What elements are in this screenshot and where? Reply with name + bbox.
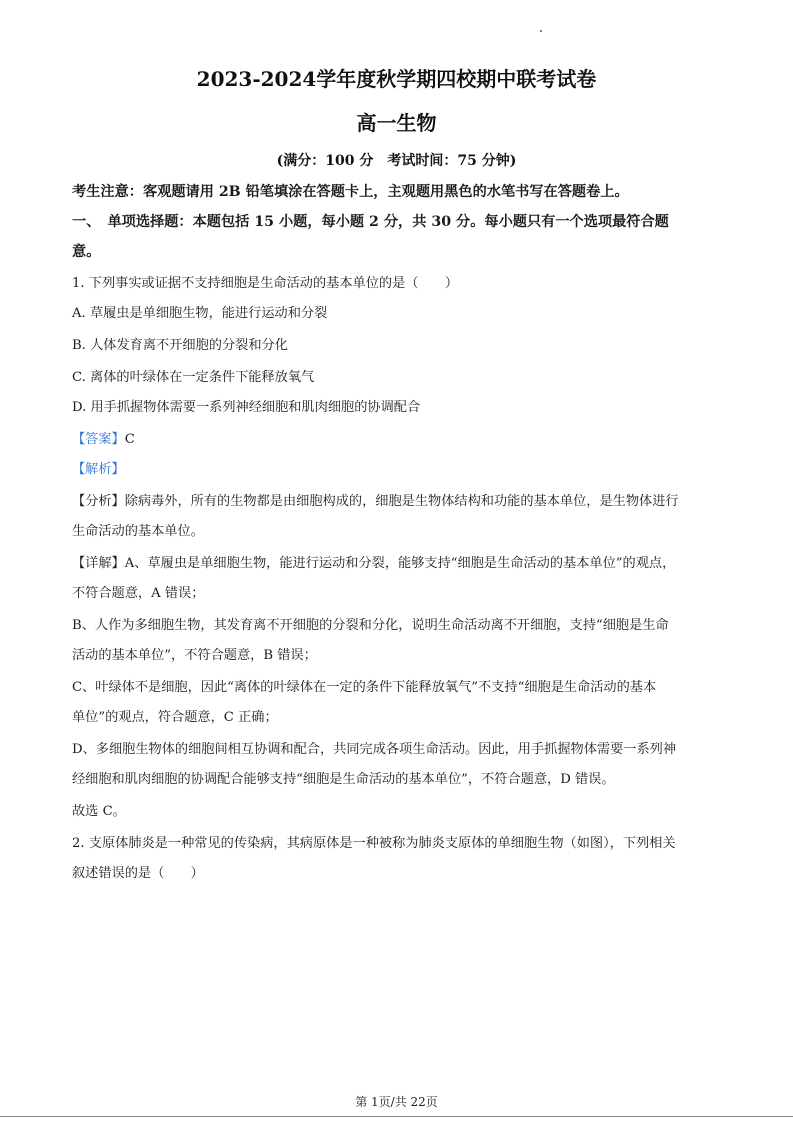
xiangjie-line-d2: 经细胞和肌肉细胞的协调配合能够支持“细胞是生命活动的基本单位”，不符合题意，D 错误。 bbox=[72, 772, 615, 787]
answer-tag: 【答案】 bbox=[72, 432, 125, 447]
section-heading-line-1: 一、 单项选择题：本题包括 15 小题，每小题 2 分，共 30 分。每小题只有一个选项最符合题 bbox=[72, 214, 669, 230]
question-1-option-c: C. 离体的叶绿体在一定条件下能释放氧气 bbox=[72, 370, 315, 385]
analysis-line bbox=[72, 460, 724, 480]
xiangjie-line-b1: B、人作为多细胞生物，其发育离不开细胞的分裂和分化，说明生命活动离不开细胞，支持“细胞是生命 bbox=[72, 618, 669, 633]
analysis-tag: 【解析】 bbox=[72, 462, 125, 477]
question-1-option-b: B. 人体发育离不开细胞的分裂和分化 bbox=[72, 338, 288, 353]
speck-mark bbox=[540, 30, 542, 32]
page-number: 第 1页/共 22页 bbox=[355, 1095, 438, 1109]
question-1-option-a: A. 草履虫是单细胞生物，能进行运动和分裂 bbox=[72, 306, 328, 321]
xiangjie-line-c2: 单位”的观点，符合题意，C 正确； bbox=[72, 710, 278, 725]
question-2-stem-line-1: 2. 支原体肺炎是一种常见的传染病，其病原体是一种被称为肺炎支原体的单细胞生物（如图），下列相关 bbox=[72, 836, 676, 851]
fenxi-text-1: 除病毒外，所有的生物都是由细胞构成的，细胞是生物体结构和功能的基本单位，是生物体进行 bbox=[124, 494, 679, 509]
conclusion-line: 故选 C。 bbox=[72, 804, 126, 819]
answer-line bbox=[72, 430, 724, 450]
bottom-divider bbox=[0, 1116, 793, 1117]
xiangjie-line-b2: 活动的基本单位”，不符合题意，B 错误； bbox=[72, 648, 317, 663]
xiangjie-line-c1: C、叶绿体不是细胞，因此“离体的叶绿体在一定的条件下能释放氧气”不支持“细胞是生命活动的基本 bbox=[72, 680, 657, 695]
exam-title: 2023-2024学年度秋学期四校期中联考试卷 bbox=[196, 67, 597, 91]
question-2-stem-line-2: 叙述错误的是（ ） bbox=[72, 866, 204, 881]
section-heading-line-2: 意。 bbox=[72, 244, 101, 260]
exam-meta: (满分：100 分 考试时间：75 分钟) bbox=[276, 153, 517, 169]
fenxi-tag: 【分析】 bbox=[72, 494, 125, 509]
fenxi-line-1 bbox=[72, 492, 724, 512]
question-1-option-d: D. 用手抓握物体需要一系列神经细胞和肌肉细胞的协调配合 bbox=[72, 400, 421, 415]
candidate-notice: 考生注意：客观题请用 2B 铅笔填涂在答题卡上，主观题用黑色的水笔书写在答题卷上。 bbox=[72, 184, 629, 200]
xiangjie-text-a1: A、草履虫是单细胞生物，能进行运动和分裂，能够支持“细胞是生命活动的基本单位”的观点， bbox=[124, 556, 676, 571]
fenxi-line-2: 生命活动的基本单位。 bbox=[72, 524, 204, 539]
xiangjie-line-a2: 不符合题意，A 错误； bbox=[72, 586, 205, 601]
xiangjie-line-a1 bbox=[72, 554, 724, 574]
subject-title: 高一生物 bbox=[356, 111, 437, 135]
answer-value: C bbox=[124, 432, 135, 447]
xiangjie-line-d1: D、多细胞生物体的细胞间相互协调和配合，共同完成各项生命活动。因此，用手抓握物体需要一系列神 bbox=[72, 742, 677, 757]
question-1-stem: 1. 下列事实或证据不支持细胞是生命活动的基本单位的是（ ） bbox=[72, 276, 459, 291]
xiangjie-tag: 【详解】 bbox=[72, 556, 125, 571]
